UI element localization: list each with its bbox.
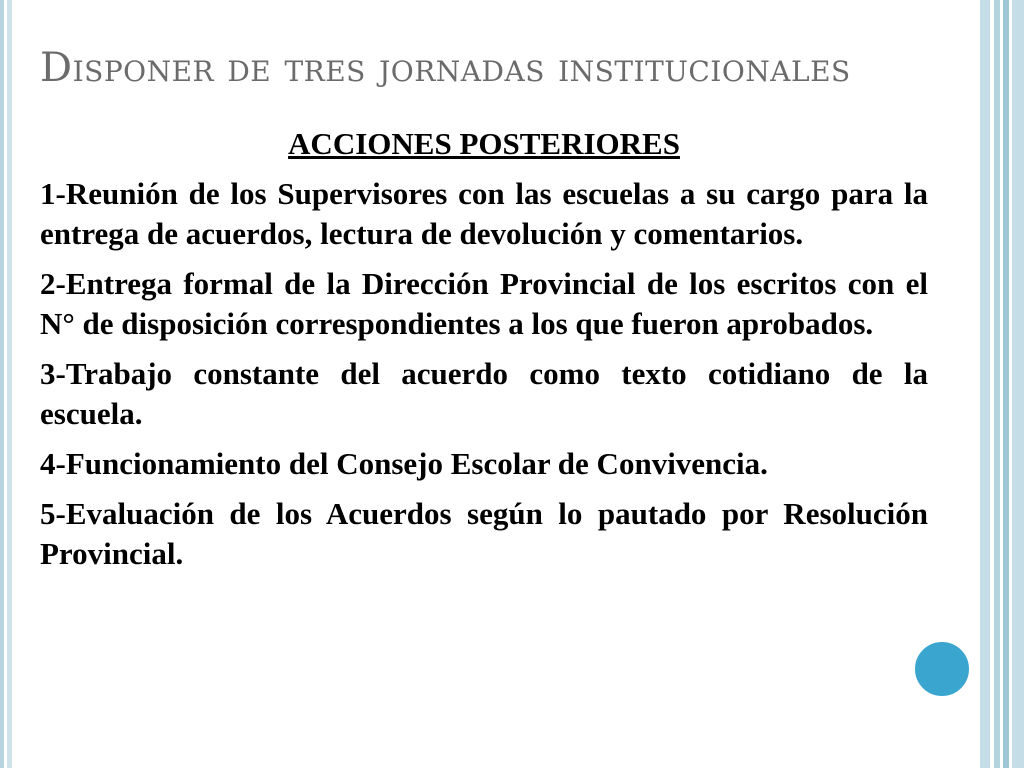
left-border-stripes (0, 0, 12, 768)
action-item-5: 5-Evaluación de los Acuerdos según lo pautado por Resolución Provincial. (40, 496, 928, 571)
right-border-stripes (978, 0, 1024, 768)
action-item-2: 2-Entrega formal de la Dirección Provincial de los escritos con el N° de disposición correspondientes a los que fueron aprobados. (40, 266, 928, 341)
action-item-1: 1-Reunión de los Supervisores con las escuelas a su cargo para la entrega de acuerdos, lectura de devolución y comentarios. (40, 176, 928, 251)
slide-title: Disponer de tres jornadas institucionales (40, 45, 851, 91)
action-item-3: 3-Trabajo constante del acuerdo como texto cotidiano de la escuela. (40, 356, 928, 431)
decorative-circle (912, 639, 972, 699)
slide-content (40, 124, 928, 584)
section-heading: ACCIONES POSTERIORES (288, 126, 680, 161)
action-item-4: 4-Funcionamiento del Consejo Escolar de Convivencia. (40, 446, 768, 481)
